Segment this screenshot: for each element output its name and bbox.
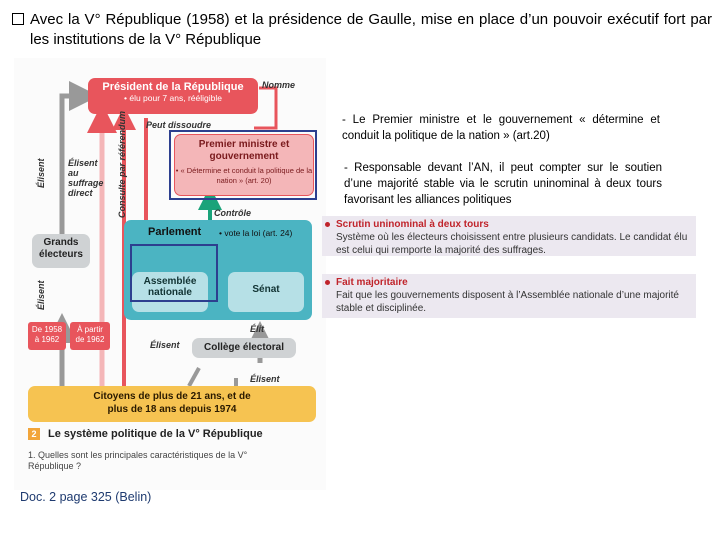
doc-title: Le système politique de la V° République (48, 428, 263, 440)
college-electoral-box: Collège électoral (192, 338, 296, 358)
label-consulte-referendum: Consulte par référendum (117, 110, 127, 218)
checkbox-bullet-icon (12, 13, 24, 25)
citoyens-box: Citoyens de plus de 21 ans, et de plus de 18 ans depuis 1974 (28, 386, 316, 422)
premier-ministre-title: Premier ministre et gouvernement (198, 139, 290, 162)
note-premier-ministre: - Le Premier ministre et le gouvernement « détermine et conduit la politique de la nation » (art.20) (342, 114, 660, 142)
label-elit: Élit (250, 324, 265, 334)
label-peut-dissoudre: Peut dissoudre (146, 120, 212, 130)
blue-frame-assemblee (130, 244, 218, 302)
doc-question: 1. Quelles sont les principales caractéristiques de la V° République ? (28, 450, 248, 471)
doc-number-badge: 2 (28, 428, 40, 440)
definition-term: Scrutin uninominal à deux tours (336, 219, 489, 230)
president-box (88, 78, 258, 114)
definition-term: Fait majoritaire (336, 277, 408, 288)
label-elisent-mid: Élisent (150, 340, 180, 350)
a-partir-1962-box: À partir de 1962 (70, 322, 110, 350)
bullet-dot-icon (325, 280, 330, 285)
de-1958-box: De 1958 à 1962 (28, 322, 66, 350)
source-caption: Doc. 2 page 325 (Belin) (20, 490, 152, 504)
arrow-elisent-mid (189, 368, 199, 386)
bullet-dot-icon (325, 222, 330, 227)
label-elisent-bottom: Élisent (250, 374, 280, 384)
note-responsable: - Responsable devant l’AN, il peut compter sur le soutien d’une majorité stable via le scrutin uninominal à deux tours favorisant les alliances politiques (344, 162, 662, 206)
definition-scrutin (322, 216, 696, 256)
assemblee-box: Assemblée nationale (132, 272, 208, 312)
blue-frame-premier-ministre (169, 130, 317, 200)
label-elisent-top: Élisent (36, 158, 46, 188)
definition-text: Système où les électeurs choisissent entre plusieurs candidats. Le candidat élu est celui qui remporte la majorité des suffrages. (336, 232, 688, 256)
label-elisent-suffrage: Élisent au suffrage direct (68, 158, 104, 198)
grands-electeurs-box: Grands électeurs (32, 234, 90, 268)
definition-fait-majoritaire (322, 274, 696, 318)
title-text: Avec la V° République (1958) et la présidence de Gaulle, mise en place d’un pouvoir exécutif fort par les institutions de la V° République (30, 11, 712, 48)
senat-box: Sénat (228, 272, 304, 312)
definition-text: Fait que les gouvernements disposent à l’Assemblée nationale d’une majorité stable et disciplinée. (336, 290, 679, 314)
page-title (12, 10, 712, 50)
label-nomme: Nomme (262, 80, 296, 90)
president-sub: • élu pour 7 ans, rééligible (124, 93, 222, 103)
institutions-diagram (14, 58, 326, 490)
label-elisent-left: Élisent (36, 280, 46, 310)
label-controle: Contrôle (214, 208, 251, 218)
parlement-sub: • vote la loi (art. 24) (219, 228, 293, 238)
premier-ministre-sub: • « Détermine et conduit la politique de la nation » (art. 20) (175, 166, 313, 185)
parlement-title: Parlement (148, 226, 202, 238)
president-title: Président de la République (102, 81, 244, 93)
